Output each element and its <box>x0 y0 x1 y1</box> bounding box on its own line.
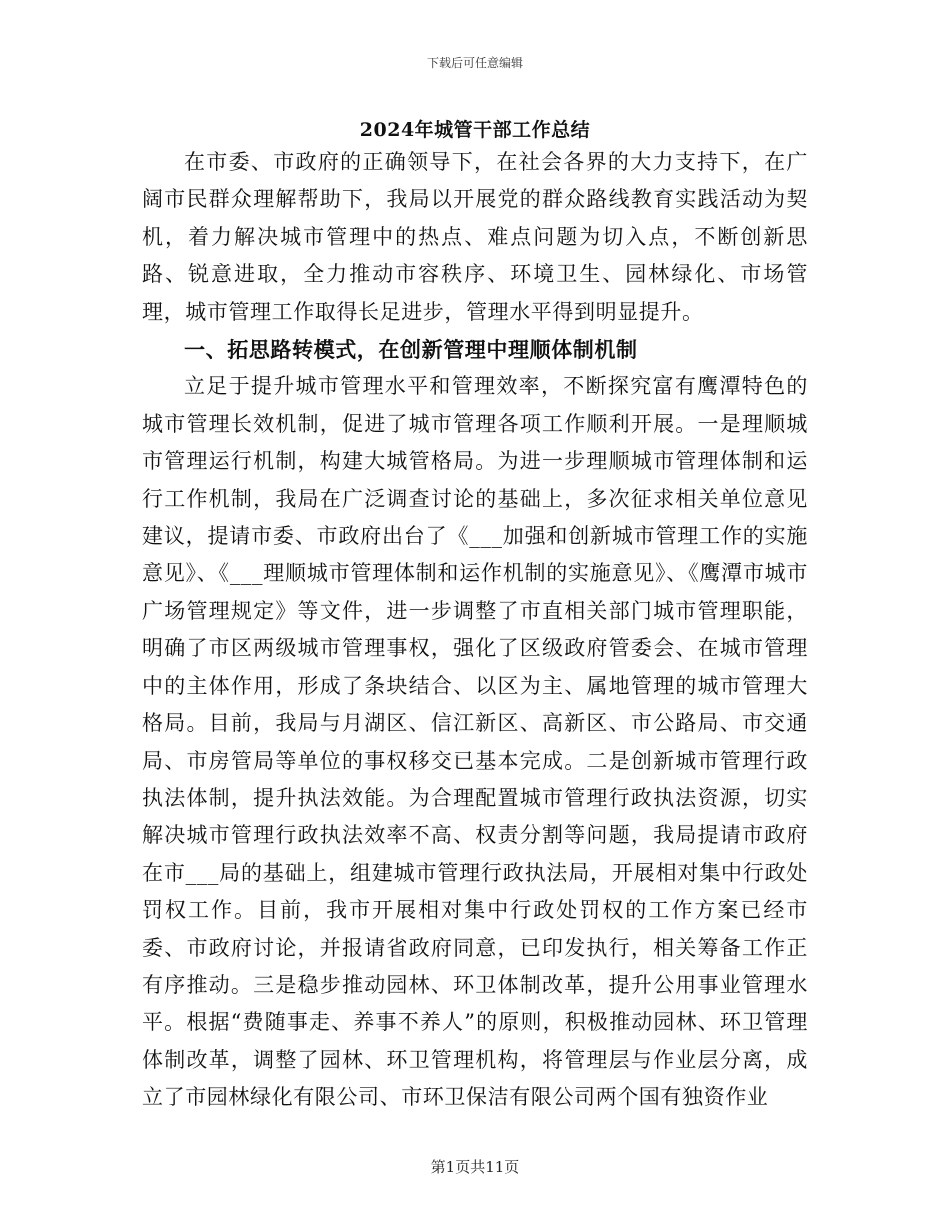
document-title: 2024年城管干部工作总结 <box>359 119 591 141</box>
page-header-note: 下载后可任意编辑 <box>426 56 523 70</box>
intro-paragraph: 在市委、市政府的正确领导下，在社会各界的大力支持下，在广阔市民群众理解帮助下，我局以开展党的群众路线教育实践活动为契机，着力解决城市管理中的热点、难点问题为切入点，不断创新思路、锐意进取，全力推动市容秩序、环境卫生、园林绿化、市场管理，城市管理工作取得长足进步，管理水平得到明显提升。 <box>142 150 808 324</box>
document-body <box>142 144 808 1117</box>
section-heading-1: 一、拓思路转模式，在创新管理中理顺体制机制 <box>184 337 638 363</box>
page-number: 第1页共11页 <box>430 1158 520 1176</box>
section-1-paragraph: 立足于提升城市管理水平和管理效率，不断探究富有鹰潭特色的城市管理长效机制，促进了城市管理各项工作顺利开展。一是理顺城市管理运行机制，构建大城管格局。为进一步理顺城市管理体制和运行工作机制，我局在广泛调查讨论的基础上，多次征求相关单位意见建议，提请市委、市政府出台了《___加强和创新城市管理工作的实施意见》、《___理顺城市管理体制和运作机制的实施意见》、《鹰潭市城市广场管理规定》等文件，进一步调整了市直相关部门城市管理职能，明确了市区两级城市管理事权，强化了区级政府管委会、在城市管理中的主体作用，形成了条块结合、以区为主、属地管理的城市管理大格局。目前，我局与月湖区、信江新区、高新区、市公路局、市交通局、市房管局等单位的事权移交已基本完成。二是创新城市管理行政执法体制，提升执法效能。为合理配置城市管理行政执法资源，切实解决城市管理行政执法效率不高、权责分割等问题，我局提请市政府在市___局的基础上，组建城市管理行政执法局，开展相对集中行政处罚权工作。目前，我市开展相对集中行政处罚权的工作方案已经市委、市政府讨论，并报请省政府同意，已印发执行，相关筹备工作正有序推动。三是稳步推动园林、环卫体制改革，提升公用事业管理水平。根据“费随事走、养事不养人”的原则，积极推动园林、环卫管理体制改革，调整了园林、环卫管理机构，将管理层与作业层分离，成立了市园林绿化有限公司、市环卫保洁有限公司两个国有独资作业 <box>142 374 808 1110</box>
